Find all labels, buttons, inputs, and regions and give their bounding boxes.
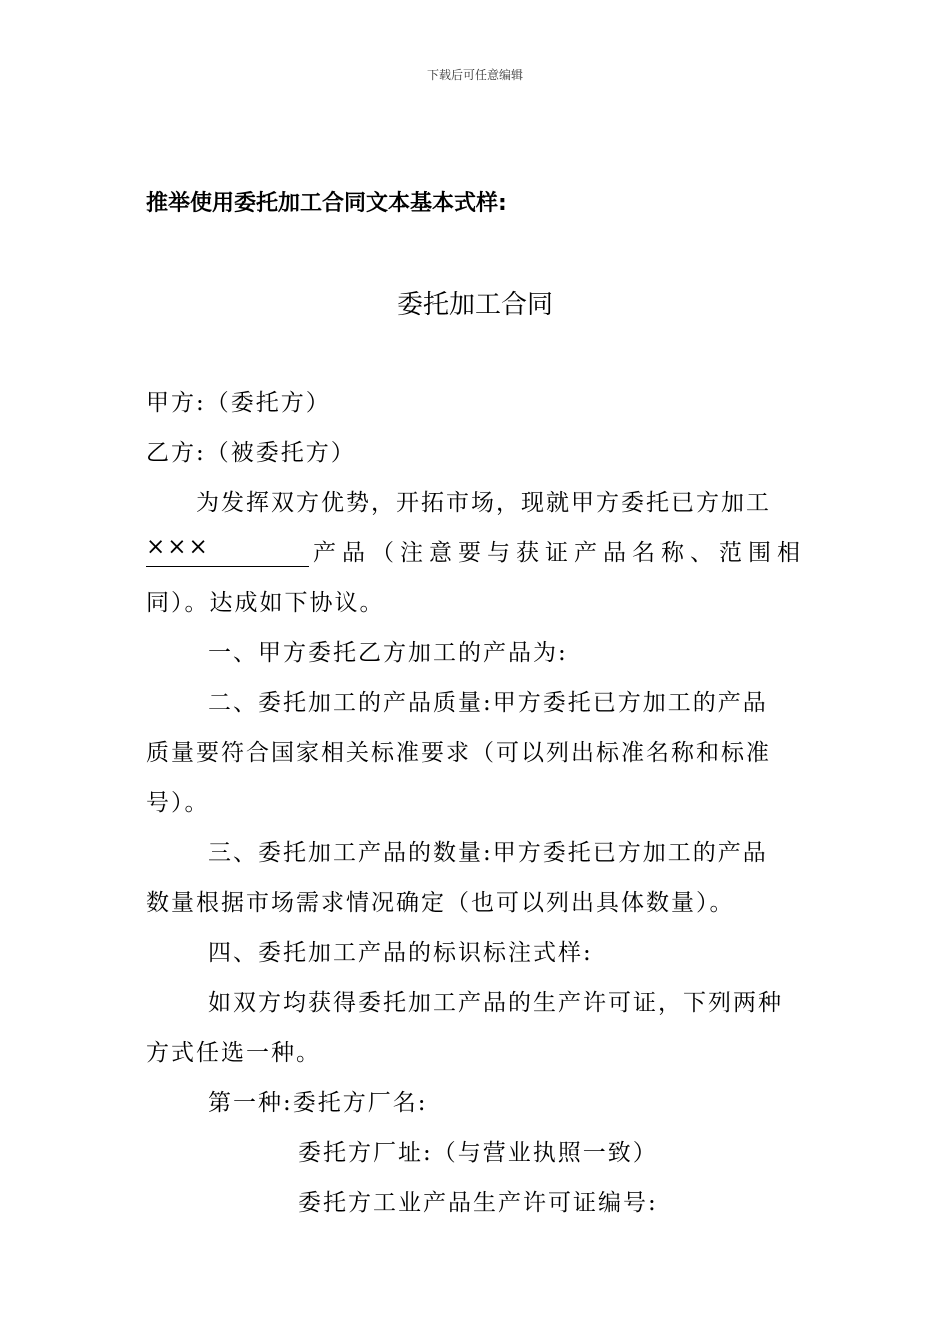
clause-2-line-3: 号）。 xyxy=(146,790,210,816)
section-heading: 推举使用委托加工合同文本基本式样: xyxy=(146,191,507,216)
option-1-label: 第一种:委托方厂名: xyxy=(208,1090,428,1116)
option-1-license: 委托方工业产品生产许可证编号: xyxy=(298,1190,658,1216)
intro-line-1: 为发挥双方优势，开拓市场，现就甲方委托已方加工 xyxy=(196,490,771,516)
intro-line-2 xyxy=(146,534,806,567)
intro-line-3: 同）。达成如下协议。 xyxy=(146,590,385,616)
option-1-address: 委托方厂址:（与营业执照一致） xyxy=(298,1140,658,1166)
header-note: 下载后可任意编辑 xyxy=(426,68,523,82)
clause-4-line-2: 方式任选一种。 xyxy=(146,1040,321,1066)
clause-3-line-1: 三、委托加工产品的数量:甲方委托已方加工的产品 xyxy=(208,840,768,866)
clause-1: 一、甲方委托乙方加工的产品为: xyxy=(208,640,568,666)
clause-4-line-1: 如双方均获得委托加工产品的生产许可证，下列两种 xyxy=(208,990,783,1016)
clause-3-line-2: 数量根据市场需求情况确定（也可以列出具体数量）。 xyxy=(146,890,735,916)
clause-4-title: 四、委托加工产品的标识标注式样: xyxy=(208,940,593,966)
clause-2-line-1: 二、委托加工的产品质量:甲方委托已方加工的产品 xyxy=(208,690,768,716)
party-b-line: 乙方:（被委托方） xyxy=(146,440,356,466)
party-a-line: 甲方:（委托方） xyxy=(146,390,331,416)
contract-title: 委托加工合同 xyxy=(396,290,553,320)
product-name-blank: ××× xyxy=(146,534,309,567)
clause-2-line-2: 质量要符合国家相关标准要求（可以列出标准名称和标准 xyxy=(146,740,771,766)
intro-line-2-text: 产品（注意要与获证产品名称、范围相 xyxy=(313,540,806,566)
